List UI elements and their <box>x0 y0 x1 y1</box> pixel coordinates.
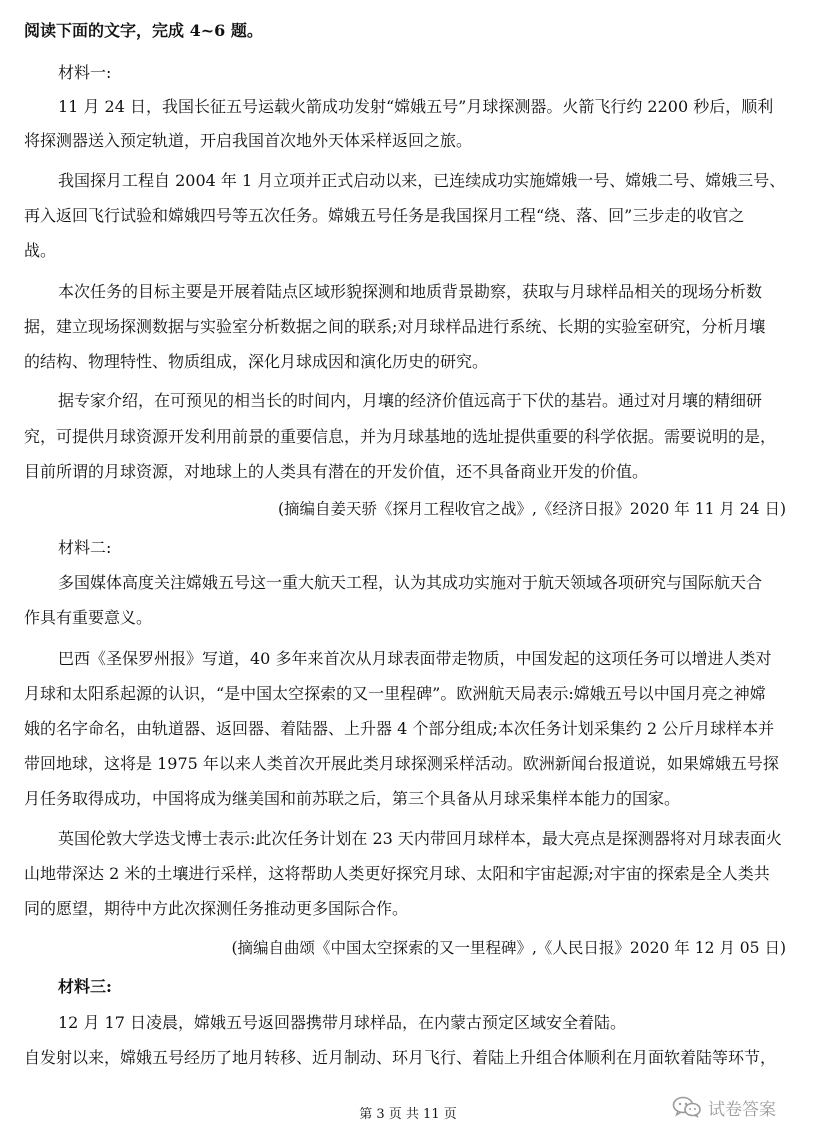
paragraph-line: 再入返回飞行试验和嫦娥四号等五次任务。嫦娥五号任务是我国探月工程“绕、落、回”三步走的收官之 <box>24 206 745 225</box>
material2-source: (摘编自曲颂《中国太空探索的又一里程碑》,《人民日报》2020 年 12 月 05 日) <box>231 939 786 957</box>
material2-label: 材料二: <box>58 538 112 557</box>
paragraph-line: 娥的名字命名，由轨道器、返回器、着陆器、上升器 4 个部分组成;本次任务计划采集约 2 公斤月球样本并 <box>24 719 775 738</box>
paragraph-line: 带回地球，这将是 1975 年以来人类首次开展此类月球探测采样活动。欧洲新闻台报道说，如果嫦娥五号探 <box>24 754 779 773</box>
paragraph-line: 作具有重要意义。 <box>24 608 153 627</box>
watermark-text: 试卷答案 <box>708 1099 776 1120</box>
question-heading: 阅读下面的文字，完成 4~6 题。 <box>24 21 263 40</box>
paragraph-line: 12 月 17 日凌晨，嫦娥五号返回器携带月球样品，在内蒙古预定区域安全着陆。 <box>58 1013 626 1032</box>
paragraph-line: 将探测器送入预定轨道，开启我国首次地外天体采样返回之旅。 <box>24 131 473 150</box>
paragraph-line: 多国媒体高度关注嫦娥五号这一重大航天工程，认为其成功实施对于航天领域各项研究与国际航天合 <box>58 573 763 592</box>
paragraph-line: 山地带深达 2 米的土壤进行采样，这将帮助人类更好探究月球、太阳和宇宙起源;对宇宙的探索是全人类共 <box>24 864 770 883</box>
paragraph-line: 11 月 24 日，我国长征五号运载火箭成功发射“嫦娥五号”月球探测器。火箭飞行约 2200 秒后，顺利 <box>58 97 774 116</box>
paragraph-line: 据专家介绍，在可预见的相当长的时间内，月壤的经济价值远高于下伏的基岩。通过对月壤的精细研 <box>58 391 763 410</box>
material3-label: 材料三: <box>58 977 112 996</box>
paragraph-line: 同的愿望，期待中方此次探测任务推动更多国际合作。 <box>24 899 409 918</box>
paragraph-line: 本次任务的目标主要是开展着陆点区域形貌探测和地质背景勘察，获取与月球样品相关的现场分析数 <box>58 282 763 301</box>
paragraph-line: 英国伦敦大学迭戈博士表示:此次任务计划在 23 天内带回月球样本，最大亮点是探测器将对月球表面火 <box>58 829 782 848</box>
paragraph-line: 目前所谓的月球资源，对地球上的人类具有潜在的开发价值，还不具备商业开发的价值。 <box>24 462 649 481</box>
wechat-icon <box>672 1096 702 1118</box>
paragraph-line: 据，建立现场探测数据与实验室分析数据之间的联系;对月球样品进行系统、长期的实验室研究，分析月壤 <box>24 317 766 336</box>
paragraph-line: 战。 <box>24 241 57 260</box>
watermark <box>672 1094 776 1120</box>
material1-source: (摘编自姜天骄《探月工程收官之战》,《经济日报》2020 年 11 月 24 日) <box>277 500 786 518</box>
paragraph-line: 究，可提供月球资源开发利用前景的重要信息，并为月球基地的选址提供重要的科学依据。需要说明的是， <box>24 427 777 446</box>
material1-label: 材料一: <box>58 63 112 82</box>
paragraph-line: 月球和太阳系起源的认识，“是中国太空探索的又一里程碑”。欧洲航天局表示:嫦娥五号以中国月亮之神嫦 <box>24 684 766 703</box>
page-number: 第 3 页 共 11 页 <box>359 1107 457 1122</box>
paragraph-line: 自发射以来，嫦娥五号经历了地月转移、近月制动、环月飞行、着陆上升组合体顺利在月面软着陆等环节， <box>24 1048 777 1067</box>
paragraph-line: 月任务取得成功，中国将成为继美国和前苏联之后，第三个具备从月球采集样本能力的国家。 <box>24 789 681 808</box>
paragraph-line: 我国探月工程自 2004 年 1 月立项并正式启动以来，已连续成功实施嫦娥一号、嫦娥二号、嫦娥三号、 <box>58 171 786 190</box>
paragraph-line: 的结构、物理特性、物质组成，深化月球成因和演化历史的研究。 <box>24 352 489 371</box>
paragraph-line: 巴西《圣保罗州报》写道，40 多年来首次从月球表面带走物质，中国发起的这项任务可以增进人类对 <box>58 649 772 668</box>
